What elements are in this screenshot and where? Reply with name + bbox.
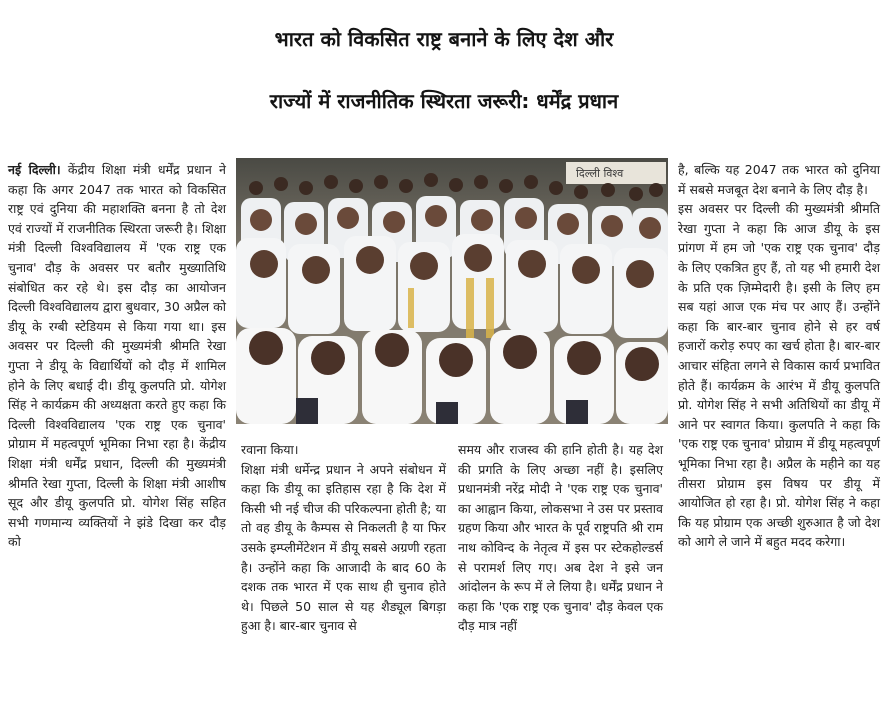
column-3-paragraph-1: समय और राजस्व की हानि होती है। यह देश की प्रगति के लिए अच्छा नहीं है। इसलिए प्रधानमंत्री नरेंद्र मोदी ने 'एक राष्ट्र एक चुनाव' का आह्वान किया, लोकसभा ने उस पर प्रस्ताव ग्रहण किया और भारत के पूर्व राष्ट्रपति श्री राम नाथ कोविन्द के नेतृत्व में इस पर स्टेकहोल्डर्स से परामर्श लिए गए। अब देश ने इसे जन आंदोलन के रूप में ले लिया है। धर्मेंद्र प्रधान ने कहा कि 'एक राष्ट्र एक चुनाव' दौड़ केवल एक दौड़ मात्र नहीं <box>458 442 663 634</box>
banner-text: दिल्ली विश्व <box>576 167 624 180</box>
column-4-paragraph-2: इस अवसर पर दिल्ली की मुख्यमंत्री श्रीमति रेखा गुप्ता ने कहा कि आज डीयू के इस प्रांगण में हम जो 'एक राष्ट्र एक चुनाव' दौड़ के लिए एकत्रित हुए हैं, तो यह भी हमारी देश के प्रति एक ज़िम्मेदारी है। इसी के लिए हम सब यहां आज एक मंच पर आए हैं। उन्होंने कहा कि बार-बार चुनाव होने से हर वर्ष हजारों करोड़ रुपए का खर्च होता है। बार-बार आचार संहिता लगने से विकास कार्य प्रभावित होते हैं। कार्यक्रम के आरंभ में डीयू कुलपति प्रो. योगेश सिंह ने सभी अतिथियों का डीयू में आने पर स्वागत किया। कुलपति ने कहा कि 'एक राष्ट्र एक चुनाव' प्रोग्राम में डीयू महत्वपूर्ण भूमिका निभा रहा है। अप्रैल के महीने का यह तीसरा प्रोग्राम इस विषय पर डीयू में आयोजित हो रहा है। प्रो. योगेश सिंह ने कहा कि यह प्रोग्राम एक अच्छी शुरुआत है जो देश को आगे ले जाने में बहुत मदद करेगा। <box>678 201 880 550</box>
article-column-4 <box>678 160 880 552</box>
article-column-2 <box>241 440 446 636</box>
headline-line-2: राज्यों में राजनीतिक स्थिरता जरूरी: धर्मेंद्र प्रधान <box>269 89 619 113</box>
headline-line-1: भारत को विकसित राष्ट्र बनाने के लिए देश और <box>274 27 614 51</box>
column-1-text: केंद्रीय शिक्षा मंत्री धर्मेंद्र प्रधान ने कहा कि अगर 2047 तक भारत को विकसित राष्ट्र एवं दुनिया की महाशक्ति बनना है तो देश एवं राज्यों में राजनीतिक स्थिरता जरूरी है। शिक्षा मंत्री दिल्ली विश्वविद्यालय में 'एक राष्ट्र एक चुनाव' दौड़ के अवसर पर बतौर मुख्यातिथि संबोधित कर रहे थे। इस दौड़ का आयोजन दिल्ली विश्वविद्यालय द्वारा बुधवार, 30 अप्रैल को डीयू के रग्बी स्टेडियम से किया गया था। इस अवसर पर दिल्ली की मुख्यमंत्री श्रीमति रेखा गुप्ता ने डीयू के विद्यार्थियों को दौड़ में शामिल होने के लिए बधाई दी। डीयू कुलपति प्रो. योगेश सिंह ने कार्यक्रम की अध्यक्षता करते हुए कहा कि दिल्ली विश्वविद्यालय 'एक राष्ट्र एक चुनाव' प्रोग्राम में महत्वपूर्ण भूमिका निभा रहा है। केंद्रीय शिक्षा मंत्री धर्मेंद्र प्रधान, दिल्ली की मुख्यमंत्री श्रीमति रेखा गुप्ता, दिल्ली के शिक्षा मंत्री आशीष सूद और डीयू कुलपति प्रो. योगेश सिंह सहित सभी गणमान्य व्यक्तियों ने झंडे दिखा कर दौड़ को <box>8 162 226 550</box>
group-photo-illustration <box>236 158 668 424</box>
article-column-1 <box>8 160 226 552</box>
dateline: नई दिल्ली। <box>8 162 61 177</box>
column-2-paragraph-1: रवाना किया। <box>241 442 299 457</box>
group-photo <box>236 158 668 424</box>
article-column-3 <box>458 440 663 636</box>
article-headline <box>10 8 878 132</box>
column-2-paragraph-2: शिक्षा मंत्री धर्मेन्द्र प्रधान ने अपने संबोधन में कहा कि डीयू का इतिहास रहा है कि देश में किसी भी नई चीज की परिकल्पना होती है; या तो वह डीयू के कैम्पस से निकलती है या फिर उसके इम्प्लीमेंटेशन में डीयू सबसे अग्रणी रहता है। उन्होंने कहा कि आजादी के बाद 60 के दशक तक भारत में एक साथ ही चुनाव होते थे। पिछले 50 साल से यह शैड्यूल बिगड़ा हुआ है। बार-बार चुनाव से <box>241 461 446 634</box>
column-1-paragraph <box>8 160 226 552</box>
column-4-paragraph-1: है, बल्कि यह 2047 तक भारत को दुनिया में सबसे मजबूत देश बनाने के लिए दौड़ है। <box>678 162 880 197</box>
